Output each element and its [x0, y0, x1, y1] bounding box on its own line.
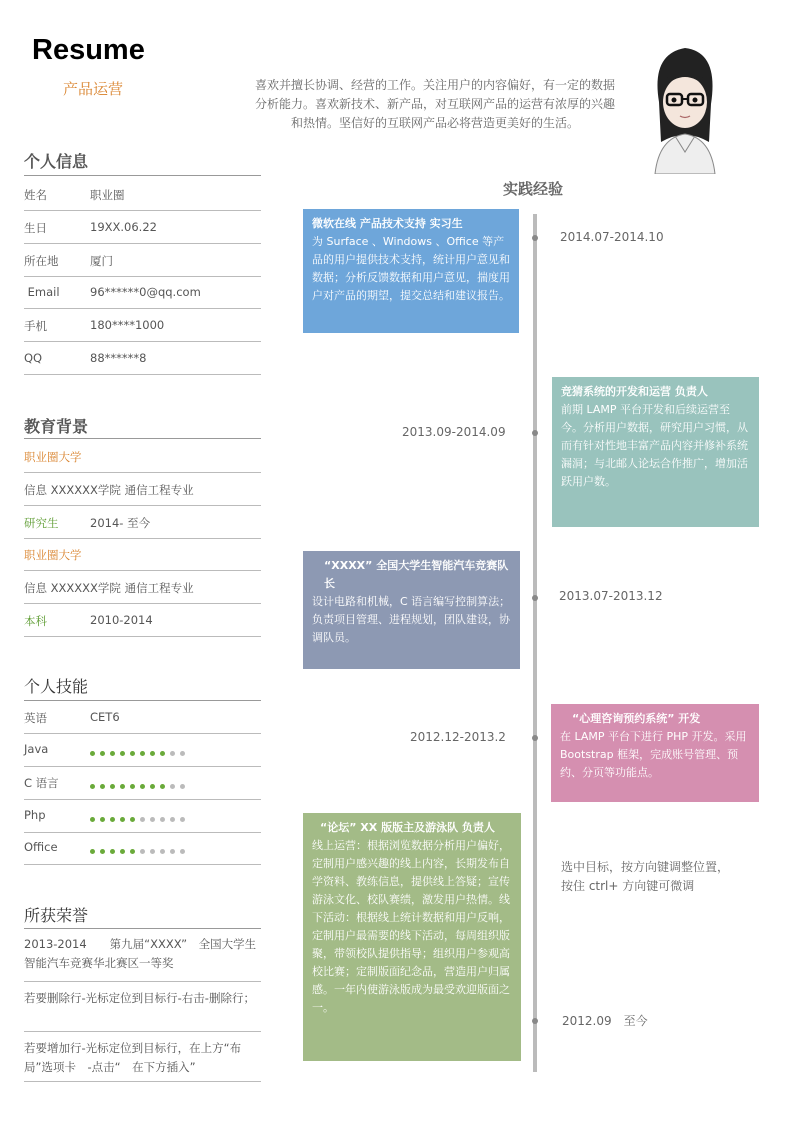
exp-date: 2014.07-2014.10	[560, 230, 664, 244]
exp-date: 2013.09-2014.09	[402, 425, 506, 439]
divider	[24, 928, 261, 929]
edu-row-major	[24, 571, 261, 604]
skill-name: Php	[24, 808, 46, 822]
job-title: 产品运营	[63, 80, 124, 98]
skill-dot-empty	[180, 784, 185, 789]
edu-major: 信息 XXXXXX学院 通信工程专业	[24, 581, 194, 595]
instruction-note: 选中目标，按方向键调整位置，按住 ctrl+ 方向键可微调	[561, 860, 730, 893]
exp-body: 前期 LAMP 平台开发和后续运营至今。分析用户数据，研究用户习惯，从而有针对性地丰富产品内容并修补系统漏洞；与北邮人论坛合作推广，增加活跃用户数。	[561, 403, 748, 488]
skill-dot-empty	[150, 817, 155, 822]
info-label: 所在地	[24, 254, 59, 268]
info-row-location	[24, 244, 261, 277]
skill-dot-filled	[130, 817, 135, 822]
edu-row-degree	[24, 604, 261, 637]
edu-row-school	[24, 538, 261, 571]
exp-card	[303, 551, 520, 669]
edu-row-major	[24, 473, 261, 506]
edu-period: 2014- 至今	[90, 516, 151, 530]
skill-dot-filled	[90, 849, 95, 854]
skill-name: C 语言	[24, 776, 59, 790]
skill-dot-filled	[120, 784, 125, 789]
info-label: Email	[24, 285, 60, 299]
edu-major: 信息 XXXXXX学院 通信工程专业	[24, 483, 194, 497]
skill-dot-empty	[160, 817, 165, 822]
info-row-name	[24, 178, 261, 211]
skill-rating	[90, 849, 185, 854]
skill-dot-empty	[150, 849, 155, 854]
skill-dot-filled	[160, 784, 165, 789]
info-label: 姓名	[24, 188, 47, 202]
skill-row-office	[24, 832, 261, 865]
honor-item: 若要删除行-光标定位到目标行-右击-删除行；	[24, 989, 261, 1032]
edu-degree: 本科	[24, 614, 47, 628]
skill-dot-filled	[110, 817, 115, 822]
exp-body: 线上运营：根据浏览数据分析用户偏好，定制用户感兴趣的线上内容，长期发布自学资料、教练信息，提供线上答疑；宣传游泳文化、校队赛绩，激发用户热情。线下活动：根据线上统计数据和用户反响，定制用户最需要的线下活动，每周组织版聚，带领校队提供指导；组织用户参观高校比赛；定制版面纪念品，营造用户归属感。一年内使游泳版成为最受欢迎版面之一。	[312, 839, 510, 1014]
exp-card	[551, 704, 759, 802]
timeline-line	[533, 214, 537, 1072]
skill-dot-filled	[120, 751, 125, 756]
timeline-dot	[532, 735, 538, 741]
skill-dot-empty	[170, 817, 175, 822]
skill-dot-filled	[120, 817, 125, 822]
skill-dot-filled	[90, 817, 95, 822]
skill-dot-filled	[110, 784, 115, 789]
skill-row-java	[24, 734, 261, 767]
info-row-email	[24, 276, 261, 309]
skill-row-english	[24, 701, 261, 734]
info-value: 180****1000	[90, 318, 165, 332]
skill-dot-filled	[140, 751, 145, 756]
skill-rating	[90, 784, 185, 789]
exp-card	[303, 209, 519, 333]
skill-dot-filled	[100, 849, 105, 854]
timeline-dot	[532, 595, 538, 601]
skill-dot-filled	[160, 751, 165, 756]
honors-heading: 所获荣誉	[24, 906, 89, 925]
skill-value: CET6	[90, 710, 120, 724]
info-value: 19XX.06.22	[90, 220, 157, 234]
edu-period: 2010-2014	[90, 613, 153, 627]
timeline-dot	[532, 1018, 538, 1024]
exp-card	[552, 377, 759, 527]
skill-row-c	[24, 767, 261, 800]
education-heading: 教育背景	[24, 417, 89, 436]
divider	[24, 175, 261, 176]
exp-heading: “心理咨询预约系统” 开发	[572, 712, 701, 725]
skills-heading: 个人技能	[24, 677, 89, 696]
exp-date: 2012.12-2013.2	[410, 730, 506, 744]
edu-row-school	[24, 440, 261, 473]
skill-dot-filled	[130, 849, 135, 854]
skill-dot-filled	[140, 784, 145, 789]
info-label: 生日	[24, 221, 47, 235]
skill-dot-empty	[160, 849, 165, 854]
skill-dot-empty	[170, 784, 175, 789]
info-value: 厦门	[90, 254, 113, 268]
edu-school: 职业圈大学	[24, 548, 82, 562]
personal-info-heading: 个人信息	[24, 152, 89, 171]
skill-dot-filled	[90, 784, 95, 789]
skill-dot-empty	[180, 817, 185, 822]
skill-dot-filled	[110, 849, 115, 854]
exp-card	[303, 813, 521, 1061]
skill-dot-filled	[110, 751, 115, 756]
skill-dot-empty	[180, 751, 185, 756]
exp-body: 为 Surface 、Windows 、Office 等产品的用户提供技术支持，统计用户意见和数据；分析反馈数据和用户意见，揣度用户对产品的期望，提交总结和建议报告。	[312, 235, 510, 302]
skill-dot-empty	[170, 849, 175, 854]
skill-dot-empty	[170, 751, 175, 756]
skill-dot-empty	[140, 817, 145, 822]
skill-name: Office	[24, 840, 58, 854]
exp-heading: “论坛” XX 版版主及游泳队 负责人	[320, 821, 495, 834]
skill-dot-filled	[130, 751, 135, 756]
resume-title: Resume	[32, 34, 145, 66]
skill-name: Java	[24, 742, 49, 756]
skill-dot-filled	[100, 784, 105, 789]
skill-dot-filled	[120, 849, 125, 854]
honor-item: 若要增加行-光标定位到目标行，在上方“布局”选项卡 -点击“ 在下方插入”	[24, 1039, 261, 1082]
skill-rating	[90, 751, 185, 756]
skill-dot-empty	[180, 849, 185, 854]
info-label: 手机	[24, 319, 47, 333]
skill-dot-filled	[130, 784, 135, 789]
info-label: QQ	[24, 351, 43, 365]
exp-heading: 竞猜系统的开发和运营 负责人	[561, 385, 708, 398]
divider	[24, 438, 261, 439]
skill-dot-empty	[140, 849, 145, 854]
skill-row-php	[24, 800, 261, 833]
skill-name: 英语	[24, 711, 47, 725]
edu-school: 职业圈大学	[24, 450, 82, 464]
exp-body: 设计电路和机械，C 语言编写控制算法；负责项目管理、进程规划，团队建设，协调队员。	[312, 595, 511, 644]
experience-heading: 实践经验	[503, 180, 564, 198]
timeline-dot	[532, 430, 538, 436]
skill-dot-filled	[150, 751, 155, 756]
skill-rating	[90, 817, 185, 822]
info-value: 88******8	[90, 351, 147, 365]
exp-body: 在 LAMP 平台下进行 PHP 开发。采用 Bootstrap 框架，完成账号管理、预约、分页等功能点。	[560, 730, 747, 779]
exp-heading: 微软在线 产品技术支持 实习生	[312, 217, 463, 230]
info-row-birthday	[24, 211, 261, 244]
skill-dot-filled	[90, 751, 95, 756]
info-row-phone	[24, 309, 261, 342]
exp-heading: “XXXX” 全国大学生智能汽车竞赛队长	[324, 559, 509, 590]
avatar	[645, 42, 723, 174]
edu-degree: 研究生	[24, 516, 59, 530]
skill-dot-filled	[100, 817, 105, 822]
skill-dot-filled	[100, 751, 105, 756]
timeline-dot	[532, 235, 538, 241]
exp-date: 2013.07-2013.12	[559, 589, 663, 603]
self-intro: 喜欢并擅长协调、经营的工作。关注用户的内容偏好，有一定的数据分析能力。喜欢新技术、新产品，对互联网产品的运营有浓厚的兴趣和热情。坚信好的互联网产品必将营造更美好的生活。	[255, 78, 616, 130]
info-value: 职业圈	[90, 188, 125, 202]
exp-date: 2012.09 至今	[562, 1014, 648, 1028]
skill-dot-filled	[150, 784, 155, 789]
info-row-qq	[24, 342, 261, 375]
honor-item: 2013-2014 第九届“XXXX” 全国大学生智能汽车竞赛华北赛区一等奖	[24, 935, 261, 982]
info-value: 96******0@qq.com	[90, 285, 201, 299]
edu-row-degree	[24, 506, 261, 539]
